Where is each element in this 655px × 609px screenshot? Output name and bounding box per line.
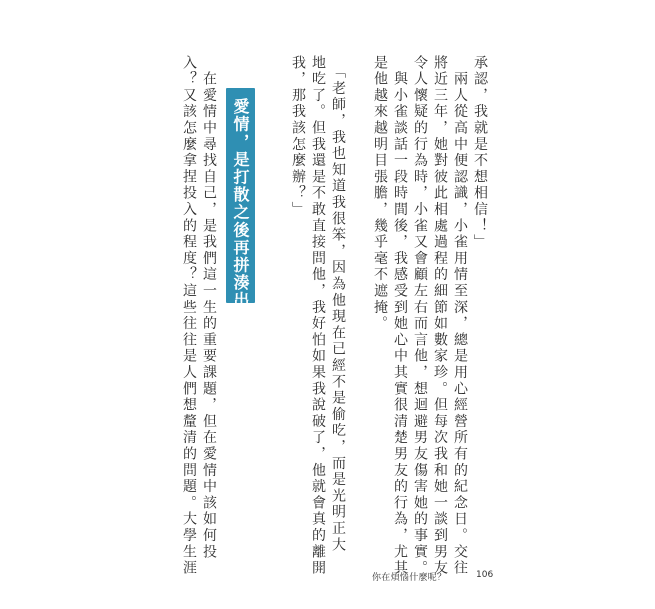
running-footer-title: 你在煩惱什麼呢？ <box>372 573 447 583</box>
body-text-column: 我，那我該怎麼辦？」 <box>290 55 306 218</box>
body-text-column: 入？又該怎麼拿捏投入的程度？這些往往是人們想釐清的問題。大學生涯 <box>181 55 197 577</box>
section-heading: 愛情，是打散之後再拼湊出自己 <box>231 98 250 345</box>
body-text-column: 兩人從高中便認識，小雀用情至深，總是用心經營所有的紀念日。交往 <box>452 55 468 577</box>
body-text-column: 將近三年，她對彼此相處過程的細節如數家珍。但每次我和她一談到男友 <box>432 55 448 577</box>
body-text-column: 地吃了。但我還是不敢直接問他，我好怕如果我說破了，他就會真的離開 <box>310 55 326 577</box>
body-text-column: 是他越來越明目張膽，幾乎毫不遮掩。 <box>372 55 388 333</box>
body-text-column: 與小雀談話一段時間後，我感受到她心中其實很清楚男友的行為，尤其 <box>392 55 408 577</box>
body-text-column: 「老師，我也知道我很笨，因為他現在已經不是偷吃，而是光明正大 <box>330 55 346 554</box>
section-heading-box <box>226 88 255 345</box>
page-number: 106 <box>476 570 494 580</box>
body-text-column: 在愛情中尋找自己，是我們這一生的重要課題，但在愛情中該如何投 <box>201 55 217 561</box>
body-text-column: 令人懷疑的行為時，小雀又會顧左右而言他，想迴避男友傷害她的事實。 <box>412 55 428 577</box>
body-text-column: 承認，我就是不想相信！」 <box>472 55 488 251</box>
